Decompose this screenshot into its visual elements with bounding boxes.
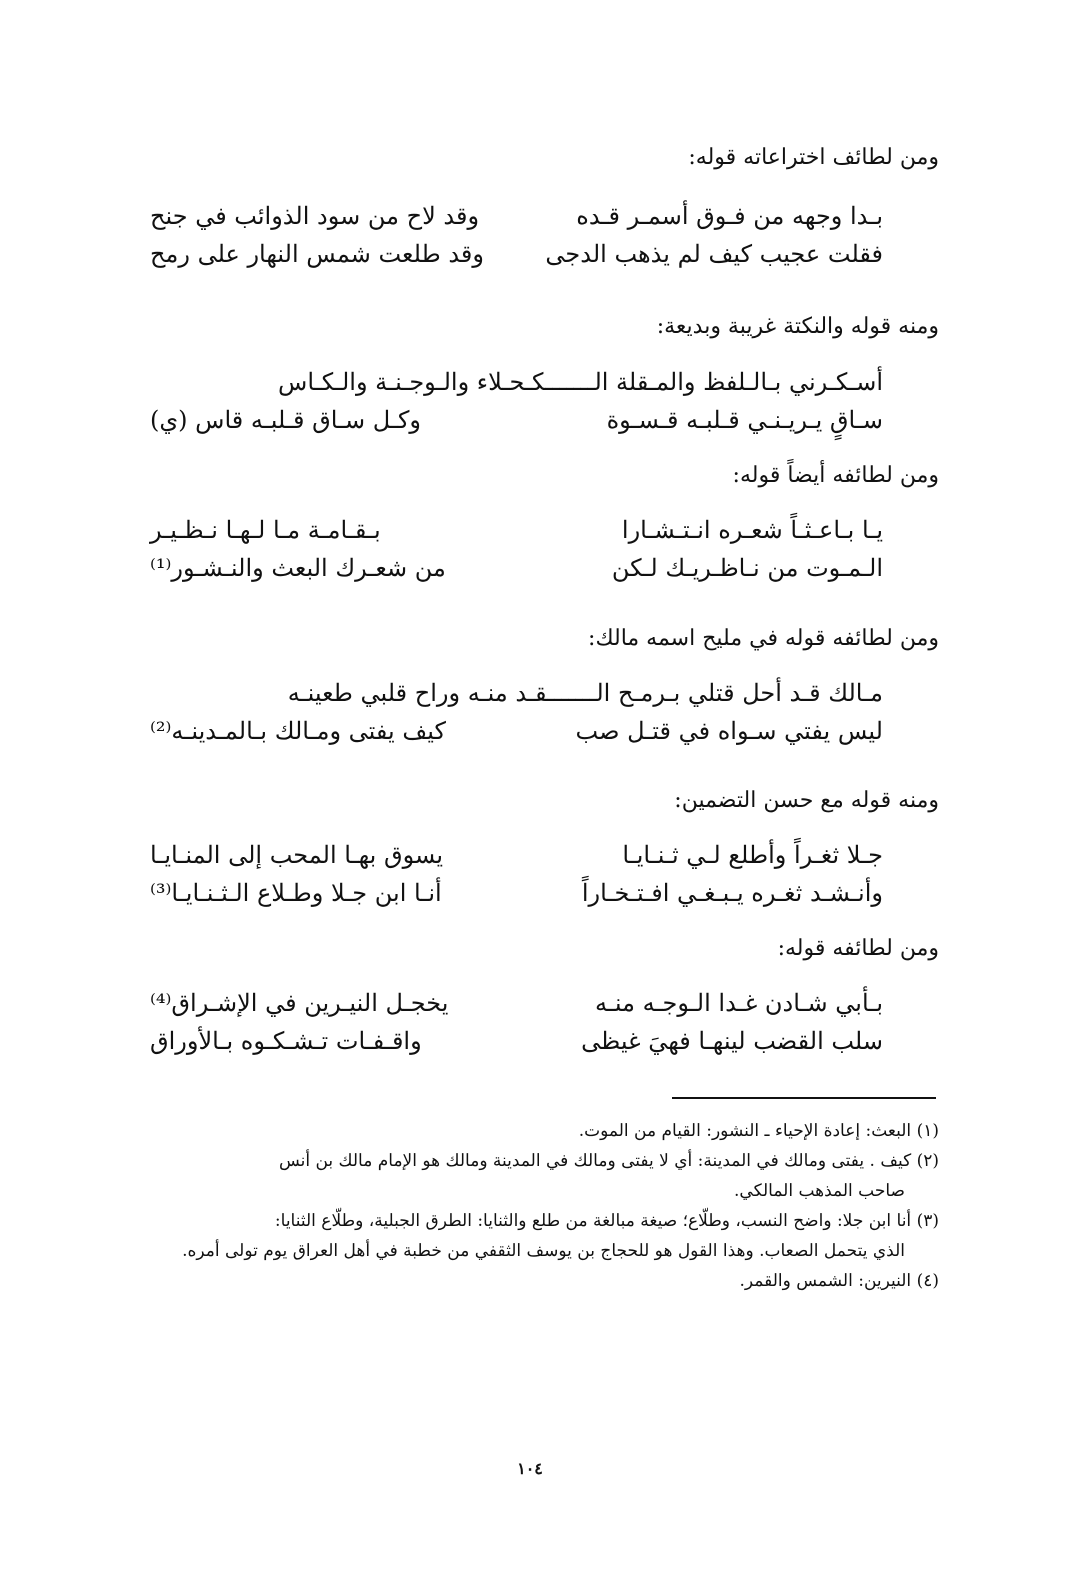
second-hemistich: وقد لاح من سود الذوائب في جنح xyxy=(150,202,480,230)
verse-line xyxy=(150,197,883,235)
poem-stanza xyxy=(150,674,883,750)
first-hemistich: جـلا ثغـراً وأطلع لـي ثـنـايـا xyxy=(622,841,883,869)
footnote xyxy=(110,1206,939,1266)
first-hemistich: ليس يفتي سـواه في قتـل صب xyxy=(575,717,883,745)
footnote-text: أنا ابن جلا: واضح النسب، وطلّاع؛ صيغة مبالغة من طلع والثنايا: الطرق الجبلية، وطلّاع الثنايا: xyxy=(274,1211,912,1231)
first-hemistich: بـدا وجهه من فـوق أسمـر قـده xyxy=(576,202,883,230)
second-hemistich: واقـفـات تـشـكـوه بـالأوراق xyxy=(150,1027,422,1055)
footnote-marker: (٤) xyxy=(916,1271,939,1291)
footnote-marker: (٣) xyxy=(916,1211,939,1231)
first-hemistich: وأنـشـد ثغـره يـبـغـي افـتـخـاراً xyxy=(581,879,883,907)
first-hemistich: سـاقٍ يـريـنـي قـلبـه قـسـوة xyxy=(606,406,883,434)
verse-line xyxy=(150,984,883,1022)
section-intro: ومنه قوله مع حسن التضمين: xyxy=(674,788,939,813)
section-intro: ومن لطائف اختراعاته قوله: xyxy=(688,145,939,170)
footnote-text: النيرين: الشمس والقمر. xyxy=(739,1271,912,1291)
footnote-text: كيف . يفتى ومالك في المدينة: أي لا يفتى ومالك في المدينة ومالك هو الإمام مالك بن أنس xyxy=(278,1151,912,1171)
poem-stanza xyxy=(150,363,883,439)
footnote xyxy=(110,1146,939,1206)
poem-stanza xyxy=(150,197,883,273)
verse-line xyxy=(150,401,883,439)
poem-stanza xyxy=(150,984,883,1060)
first-hemistich: أسـكـرني بـالـلفظ والمـقلة الـــــــكـحـلاء والـوجـنـة والـكـاس xyxy=(278,368,883,396)
first-hemistich: يـا بـاعـثـاً شعـره انـتـشـارا xyxy=(621,516,883,544)
verse-line xyxy=(150,836,883,874)
verse-line xyxy=(150,511,883,549)
verse-line xyxy=(150,363,883,401)
verse-line xyxy=(150,235,883,273)
second-hemistich: بـقـامـة مـا لـهـا نـظـيـر xyxy=(150,516,381,544)
second-hemistich: يخجـل النيـرين في الإشـراق⁽⁴⁾ xyxy=(150,989,449,1017)
poem-stanza xyxy=(150,836,883,912)
second-hemistich: كيف يفتى ومـالك بـالمـدينـه⁽²⁾ xyxy=(150,717,446,745)
footnote xyxy=(110,1116,939,1146)
footnote xyxy=(110,1266,939,1296)
poem-stanza xyxy=(150,511,883,587)
second-hemistich: يسوق بهـا المحب إلى المنـايـا xyxy=(150,841,444,869)
verse-line xyxy=(150,674,883,712)
verse-line xyxy=(150,874,883,912)
footnote-marker: (٢) xyxy=(916,1151,939,1171)
footnote-continuation: الذي يتحمل الصعاب. وهذا القول هو للحجاج بن يوسف الثقفي من خطبة في أهل العراق يوم تولى أمره. xyxy=(182,1241,905,1261)
second-hemistich: وكـل سـاق قـلبـه قاس (ي) xyxy=(150,406,421,434)
first-hemistich: مـالك قـد أحل قتلي بـرمـح الـــــــقـد منـه وراح قلبي طعينـه xyxy=(287,679,883,707)
section-intro: ومن لطائفه قوله في مليح اسمه مالك: xyxy=(588,626,939,651)
footnote-separator xyxy=(672,1097,936,1099)
footnote-continuation: صاحب المذهب المالكي. xyxy=(734,1181,905,1201)
second-hemistich: أنـا ابن جـلا وطـلاع الـثـنـايـا⁽³⁾ xyxy=(150,879,442,907)
section-intro: ومن لطائفه أيضاً قوله: xyxy=(732,463,939,488)
first-hemistich: فقلت عجيب كيف لم يذهب الدجى xyxy=(545,240,883,268)
section-intro: ومن لطائفه قوله: xyxy=(777,936,939,961)
page-number: ١٠٤ xyxy=(517,1459,543,1478)
first-hemistich: الـمـوت من نـاظـريـك لـكن xyxy=(611,554,883,582)
second-hemistich: وقد طلعت شمس النهار على رمح xyxy=(150,240,484,268)
footnotes xyxy=(110,1116,939,1296)
first-hemistich: بـأبي شـادن غـدا الـوجـه منـه xyxy=(595,989,883,1017)
verse-line xyxy=(150,1022,883,1060)
second-hemistich: من شعـرك البعث والنـشـور⁽¹⁾ xyxy=(150,554,446,582)
first-hemistich: سلب القضب لينهـا فهيَ غيظى xyxy=(581,1027,883,1055)
footnote-text: البعث: إعادة الإحياء ـ النشور: القيام من الموت. xyxy=(578,1121,912,1141)
verse-line xyxy=(150,549,883,587)
verse-line xyxy=(150,712,883,750)
footnote-marker: (١) xyxy=(916,1121,939,1141)
section-intro: ومنه قوله والنكتة غريبة وبديعة: xyxy=(656,314,939,339)
